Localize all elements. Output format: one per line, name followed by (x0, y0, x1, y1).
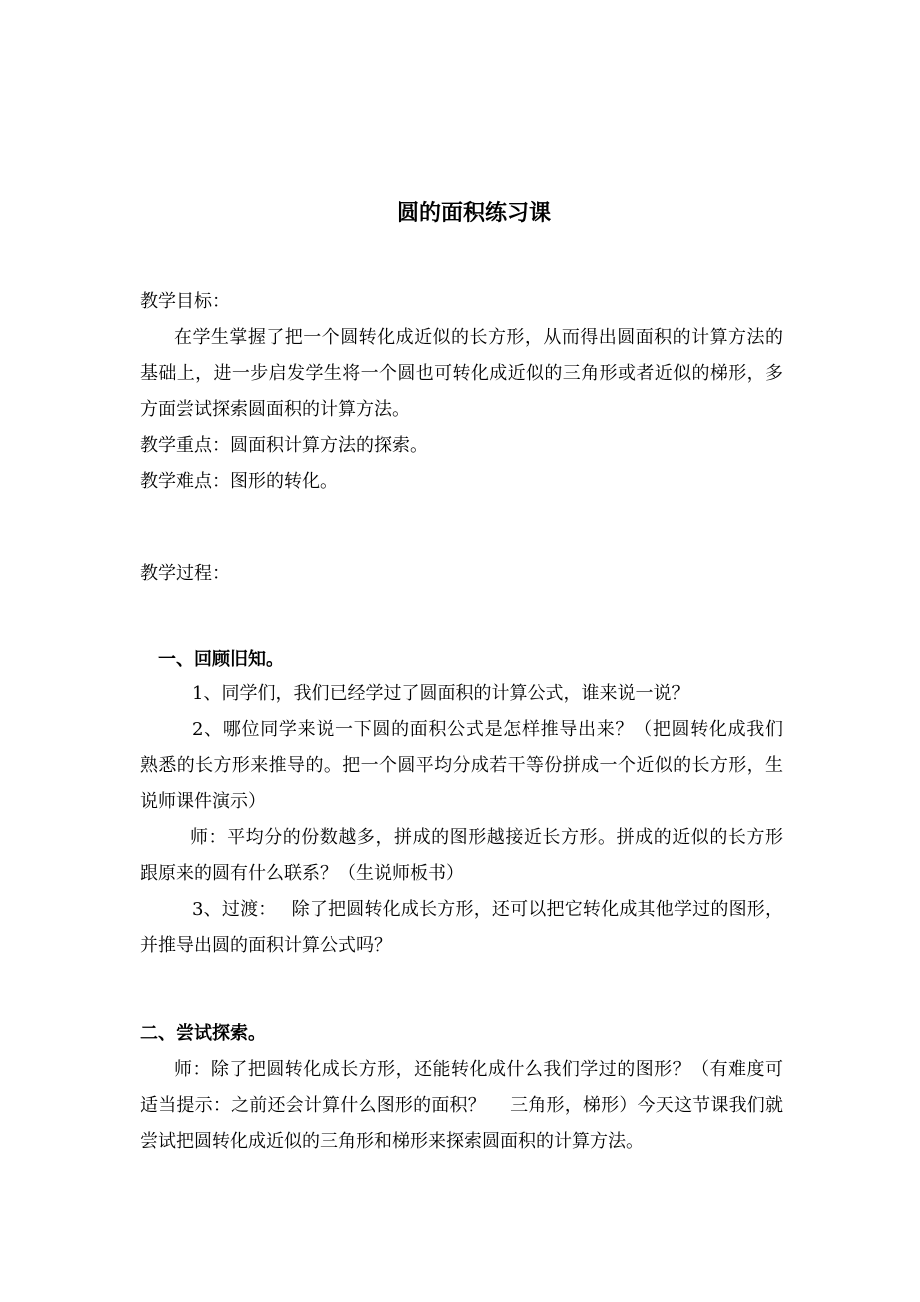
goals-label: 教学目标： (140, 291, 230, 312)
section1-line: 说师课件演示） (140, 791, 266, 812)
section1-line: 跟原来的圆有什么联系？（生说师板书） (140, 863, 464, 884)
page-title: 圆的面积练习课 (396, 201, 551, 226)
section2-line: 师：除了把圆转化成长方形，还能转化成什么我们学过的图形？（有难度可 (174, 1059, 783, 1080)
goals-line: 方面尝试探索圆面积的计算方法。 (140, 399, 410, 420)
section1-line: 熟悉的长方形来推导的。把一个圆平均分成若干等份拼成一个近似的长方形，生 (140, 755, 783, 776)
goals-line: 基础上，进一步启发学生将一个圆也可转化成近似的三角形或者近似的梯形，多 (140, 363, 783, 384)
section1-line: 3、过渡： 除了把圆转化成长方形，还可以把它转化成其他学过的图形， (192, 899, 783, 920)
section1-line: 并推导出圆的面积计算公式吗？ (140, 935, 392, 956)
section1-line: 2、哪位同学来说一下圆的面积公式是怎样推导出来？（把圆转化成我们 (192, 719, 783, 740)
section1-line: 1、同学们，我们已经学过了圆面积的计算公式，谁来说一说？ (192, 683, 690, 704)
process-label: 教学过程： (140, 563, 230, 584)
section2-line: 尝试把圆转化成近似的三角形和梯形来探索圆面积的计算方法。 (140, 1131, 644, 1152)
section1-line: 师：平均分的份数越多，拼成的图形越接近长方形。拼成的近似的长方形 (190, 827, 783, 848)
key-point: 教学重点：圆面积计算方法的探索。 (140, 435, 428, 456)
section1-heading: 一、回顾旧知。 (158, 649, 284, 670)
goals-line: 在学生掌握了把一个圆转化成近似的长方形，从而得出圆面积的计算方法的 (174, 327, 783, 348)
section2-heading: 二、尝试探索。 (140, 1023, 266, 1044)
section2-line: 适当提示：之前还会计算什么图形的面积？ 三角形，梯形）今天这节课我们就 (140, 1095, 783, 1116)
difficulty: 教学难点：图形的转化。 (140, 471, 338, 492)
